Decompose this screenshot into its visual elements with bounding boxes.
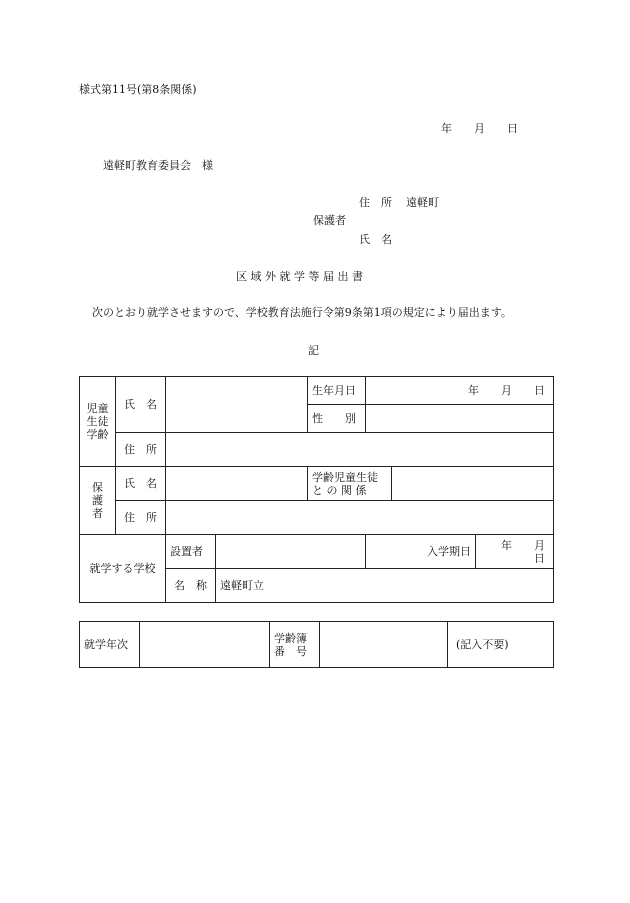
guardian-address-field[interactable] [166, 501, 554, 535]
intro-text: 次のとおり就学させますので、学校教育法施行令第9条第1項の規定により届出ます。 [92, 306, 512, 319]
grade-field[interactable] [140, 622, 270, 668]
applicant-address-value: 遠軽町 [406, 196, 439, 209]
child-address-label: 住 所 [116, 433, 166, 467]
applicant-name-label: 氏 名 [359, 233, 392, 246]
document-title: 区 域 外 就 学 等 届 出 書 [236, 270, 363, 283]
child-group-label: 児童 生徒 学齢 [80, 377, 116, 467]
child-address-field[interactable] [166, 433, 554, 467]
school-name-label: 名 称 [166, 569, 216, 603]
birth-label: 生年月日 [308, 377, 366, 405]
sex-label: 性 別 [308, 405, 366, 433]
entry-label: 入学期日 [366, 535, 476, 569]
school-name-value[interactable]: 遠軽町立 [216, 569, 554, 603]
sex-field[interactable] [366, 405, 554, 433]
school-group-label: 就学する学校 [80, 535, 166, 603]
addressee: 遠軽町教育委員会 様 [103, 159, 213, 172]
child-name-label: 氏 名 [116, 377, 166, 433]
guardian-name-field[interactable] [166, 467, 308, 501]
relation-label: 学齢児童生徒 と の 関 係 [308, 467, 392, 501]
form-number: 様式第11号(第8条関係) [79, 83, 197, 96]
applicant-guardian-label: 保護者 [313, 214, 346, 227]
grade-label: 就学年次 [80, 622, 140, 668]
ki-label: 記 [308, 344, 319, 357]
birth-value[interactable]: 年 月 日 [366, 377, 554, 405]
relation-field[interactable] [392, 467, 554, 501]
child-name-field[interactable] [166, 377, 308, 433]
founder-label: 設置者 [166, 535, 216, 569]
guardian-address-label: 住 所 [116, 501, 166, 535]
founder-field[interactable] [216, 535, 366, 569]
applicant-address-label: 住 所 [359, 196, 392, 209]
date-line: 年 月 日 [441, 122, 518, 135]
main-form-table [79, 376, 567, 603]
entry-value[interactable]: 年 月 日 [476, 535, 554, 569]
guardian-name-label: 氏 名 [116, 467, 166, 501]
register-label: 学齢簿 番 号 [270, 622, 320, 668]
register-field[interactable] [320, 622, 448, 668]
guardian-group-label: 保 護 者 [80, 467, 116, 535]
registry-table [79, 621, 554, 668]
register-note: (記入不要) [448, 622, 554, 668]
